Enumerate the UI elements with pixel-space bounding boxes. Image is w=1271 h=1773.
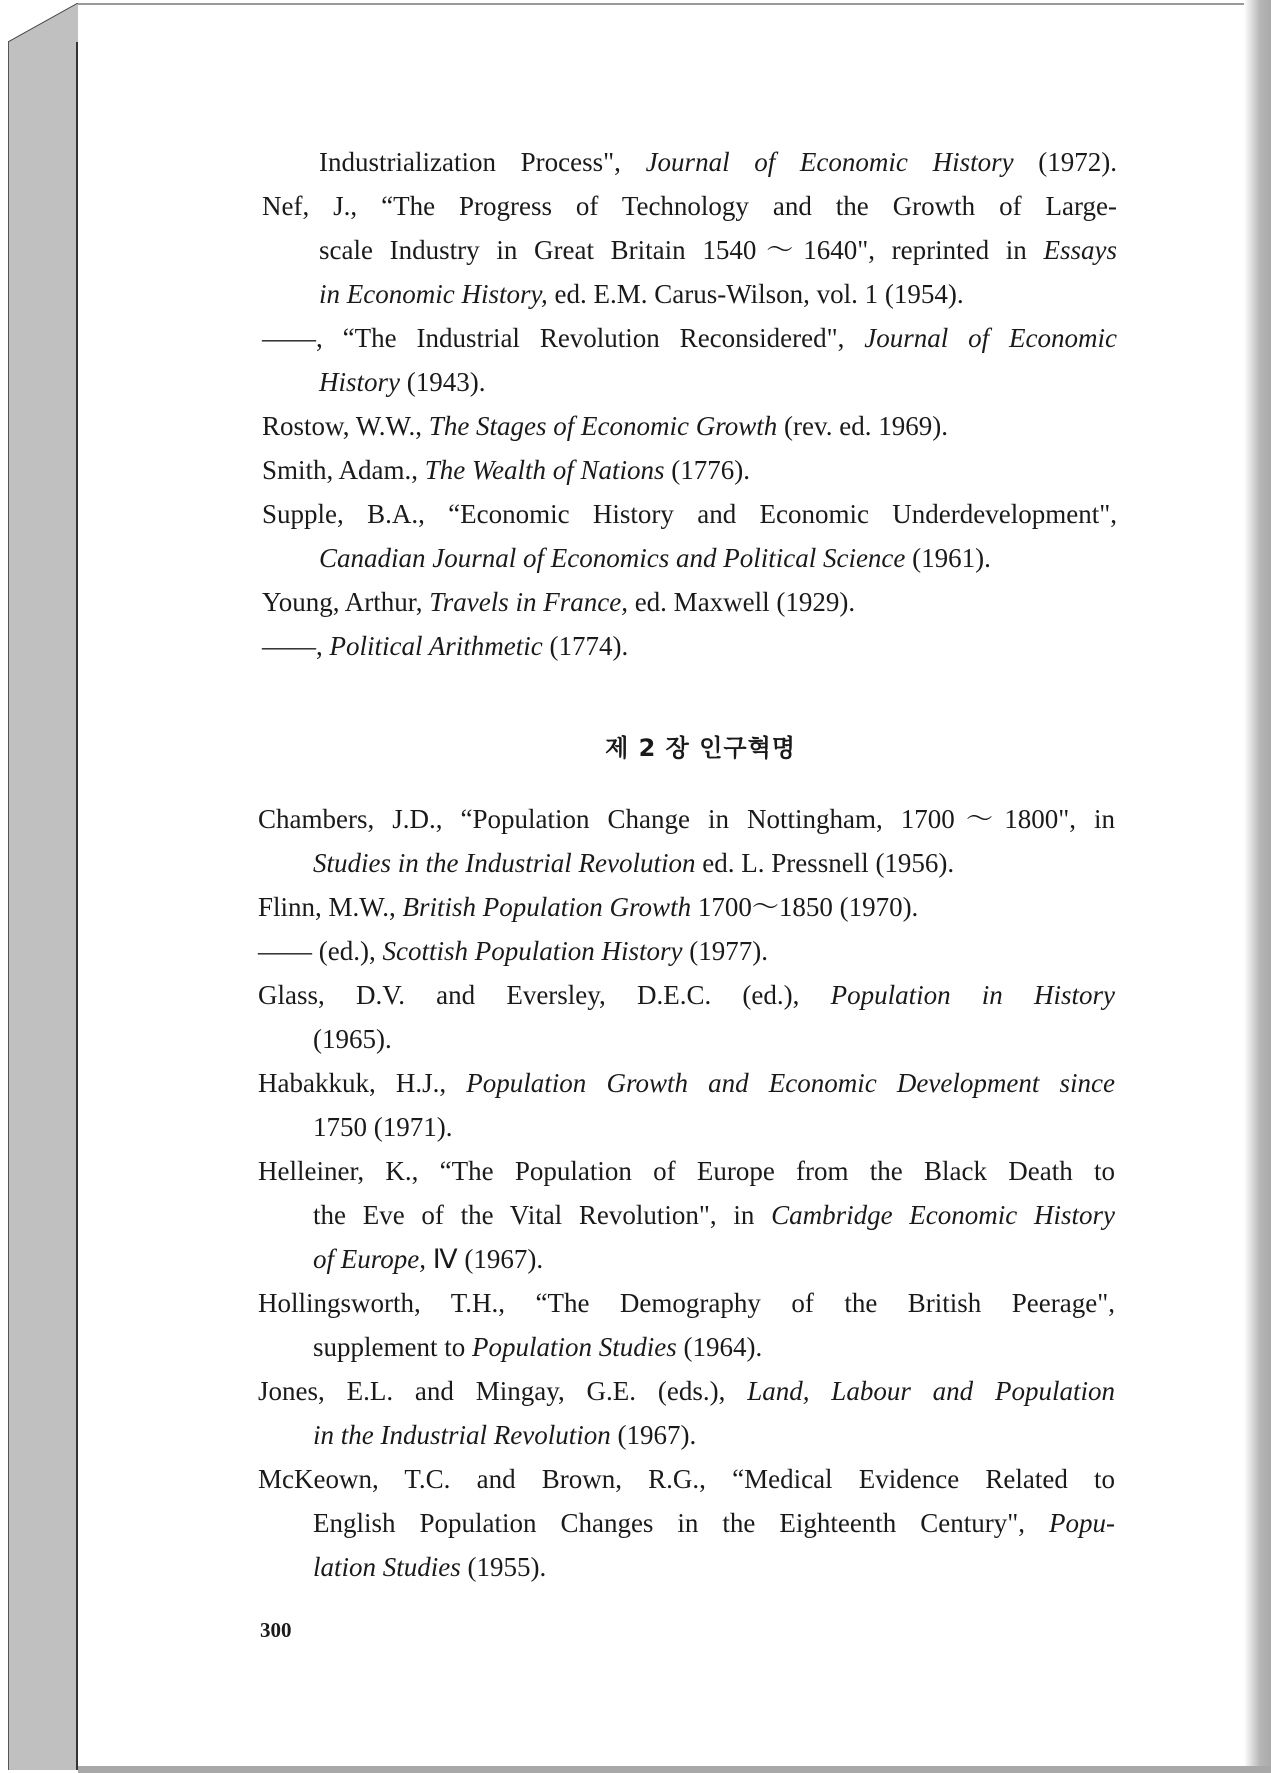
bibliography-line (258, 885, 1115, 929)
citation-text: Supple, B.A., “Economic History and Economic Underdevelopment", (262, 499, 1117, 529)
bibliography-section-chapter-1 (262, 140, 1117, 668)
bibliography-line (258, 1061, 1115, 1105)
citation-title: lation Studies (313, 1552, 461, 1582)
bibliography-line (319, 140, 1117, 184)
book-spine-top (8, 3, 80, 43)
citation-text: (1977). (682, 936, 768, 966)
bibliography-line (262, 316, 1117, 360)
citation-text: Nef, J., “The Progress of Technology and the Growth of Large- (262, 191, 1117, 221)
bibliography-line (258, 929, 1115, 973)
bibliography-line (313, 841, 1115, 885)
bibliography-line (313, 1413, 1115, 1457)
citation-text: Jones, E.L. and Mingay, G.E. (eds.), (258, 1376, 748, 1406)
bibliography-line (313, 1105, 1115, 1149)
bibliography-line (258, 1369, 1115, 1413)
bibliography-line (319, 536, 1117, 580)
page-number: 300 (260, 1618, 292, 1642)
book-spine (8, 42, 78, 1770)
citation-title: Essays (1043, 235, 1117, 265)
bibliography-line (319, 272, 1117, 316)
citation-text: Young, Arthur, (262, 587, 430, 617)
citation-title: The Wealth of Nations (424, 455, 665, 485)
bibliography-line (262, 448, 1117, 492)
citation-title: Scottish Population History (382, 936, 683, 966)
bibliography-line (262, 404, 1117, 448)
citation-text: Hollingsworth, T.H., “The Demography of the British Peerage", (258, 1288, 1115, 1318)
citation-title: Population Studies (471, 1332, 677, 1362)
bibliography-line (313, 1237, 1115, 1281)
chapter-heading: 제 2 장 인구혁명 (605, 734, 796, 762)
citation-text: 1750 (1971). (313, 1112, 453, 1142)
citation-text: supplement to (313, 1332, 472, 1362)
citation-text: Smith, Adam., (262, 455, 425, 485)
citation-text: (1776). (664, 455, 751, 485)
bibliography-line (258, 973, 1115, 1017)
citation-text: Rostow, W.W., (262, 411, 429, 441)
citation-text: 1700～1850 (1970). (691, 892, 919, 922)
citation-title: Population Growth and Economic Development since (466, 1068, 1115, 1098)
citation-text: (rev. ed. 1969). (777, 411, 948, 441)
citation-text: ed. E.M. Carus-Wilson, vol. 1 (1954). (547, 279, 964, 309)
bibliography-line (313, 1501, 1115, 1545)
bibliography-line (258, 1281, 1115, 1325)
citation-text: ed. L. Pressnell (1956). (695, 848, 955, 878)
bibliography-line (319, 360, 1117, 404)
citation-text: (1967). (610, 1420, 697, 1450)
citation-text: Industrialization Process", (319, 147, 646, 177)
bibliography-line (319, 228, 1117, 272)
citation-title: Land, Labour and Population (747, 1376, 1116, 1406)
citation-title: in Economic History, (319, 279, 548, 309)
citation-title: Population in History (830, 980, 1115, 1010)
citation-title: Popu- (1049, 1508, 1115, 1538)
citation-text: Helleiner, K., “The Population of Europe from the Black Death to (258, 1156, 1115, 1186)
citation-title: in the Industrial Revolution (313, 1420, 611, 1450)
citation-title: History (319, 367, 400, 397)
citation-text: Ⅳ (1967). (425, 1244, 544, 1274)
citation-title: Studies in the Industrial Revolution (313, 848, 696, 878)
citation-title: Political Arithmetic (329, 631, 543, 661)
citation-text: scale Industry in Great Britain 1540～1640", reprinted in (319, 235, 1044, 265)
citation-text: Chambers, J.D., “Population Change in Nottingham, 1700～1800", in (258, 804, 1115, 834)
citation-title: Journal of Economic (864, 323, 1117, 353)
bibliography-line (262, 184, 1117, 228)
bibliography-line (258, 1149, 1115, 1193)
citation-title: Travels in France, (429, 587, 628, 617)
citation-title: Canadian Journal of Economics and Political Science (319, 543, 906, 573)
bibliography-line (313, 1193, 1115, 1237)
citation-text: (1955). (460, 1552, 547, 1582)
citation-text: (1972). (1013, 147, 1117, 177)
citation-text: Flinn, M.W., (258, 892, 403, 922)
citation-title: The Stages of Economic Growth (428, 411, 778, 441)
citation-text: (1774). (542, 631, 629, 661)
citation-text: (1943). (400, 367, 486, 397)
citation-title: of Europe, (313, 1244, 426, 1274)
citation-text: (1964). (676, 1332, 763, 1362)
bibliography-line (262, 624, 1117, 668)
citation-text: Habakkuk, H.J., (258, 1068, 467, 1098)
bibliography-line (262, 580, 1117, 624)
bibliography-line (262, 492, 1117, 536)
citation-title: Cambridge Economic History (771, 1200, 1115, 1230)
citation-text: (1961). (905, 543, 991, 573)
citation-text: ——, “The Industrial Revolution Reconsidered", (262, 323, 865, 353)
bibliography-line (313, 1325, 1115, 1369)
citation-title: Journal of Economic History (645, 147, 1014, 177)
page-bottom-edge (78, 1766, 1271, 1773)
bibliography-section-chapter-2 (258, 797, 1115, 1589)
bibliography-line (313, 1545, 1115, 1589)
citation-text: ed. Maxwell (1929). (627, 587, 856, 617)
citation-text: ——, (262, 631, 330, 661)
citation-text: English Population Changes in the Eighteenth Century", (313, 1508, 1050, 1538)
citation-text: McKeown, T.C. and Brown, R.G., “Medical Evidence Related to (258, 1464, 1115, 1494)
page-edge-shadow (1244, 0, 1271, 1773)
bibliography-line (313, 1017, 1115, 1061)
citation-title: British Population Growth (402, 892, 692, 922)
citation-text: Glass, D.V. and Eversley, D.E.C. (ed.), (258, 980, 831, 1010)
bibliography-line (258, 797, 1115, 841)
citation-text: —— (ed.), (258, 936, 383, 966)
citation-text: (1965). (313, 1024, 392, 1054)
citation-text: the Eve of the Vital Revolution", in (313, 1200, 772, 1230)
bibliography-line (258, 1457, 1115, 1501)
